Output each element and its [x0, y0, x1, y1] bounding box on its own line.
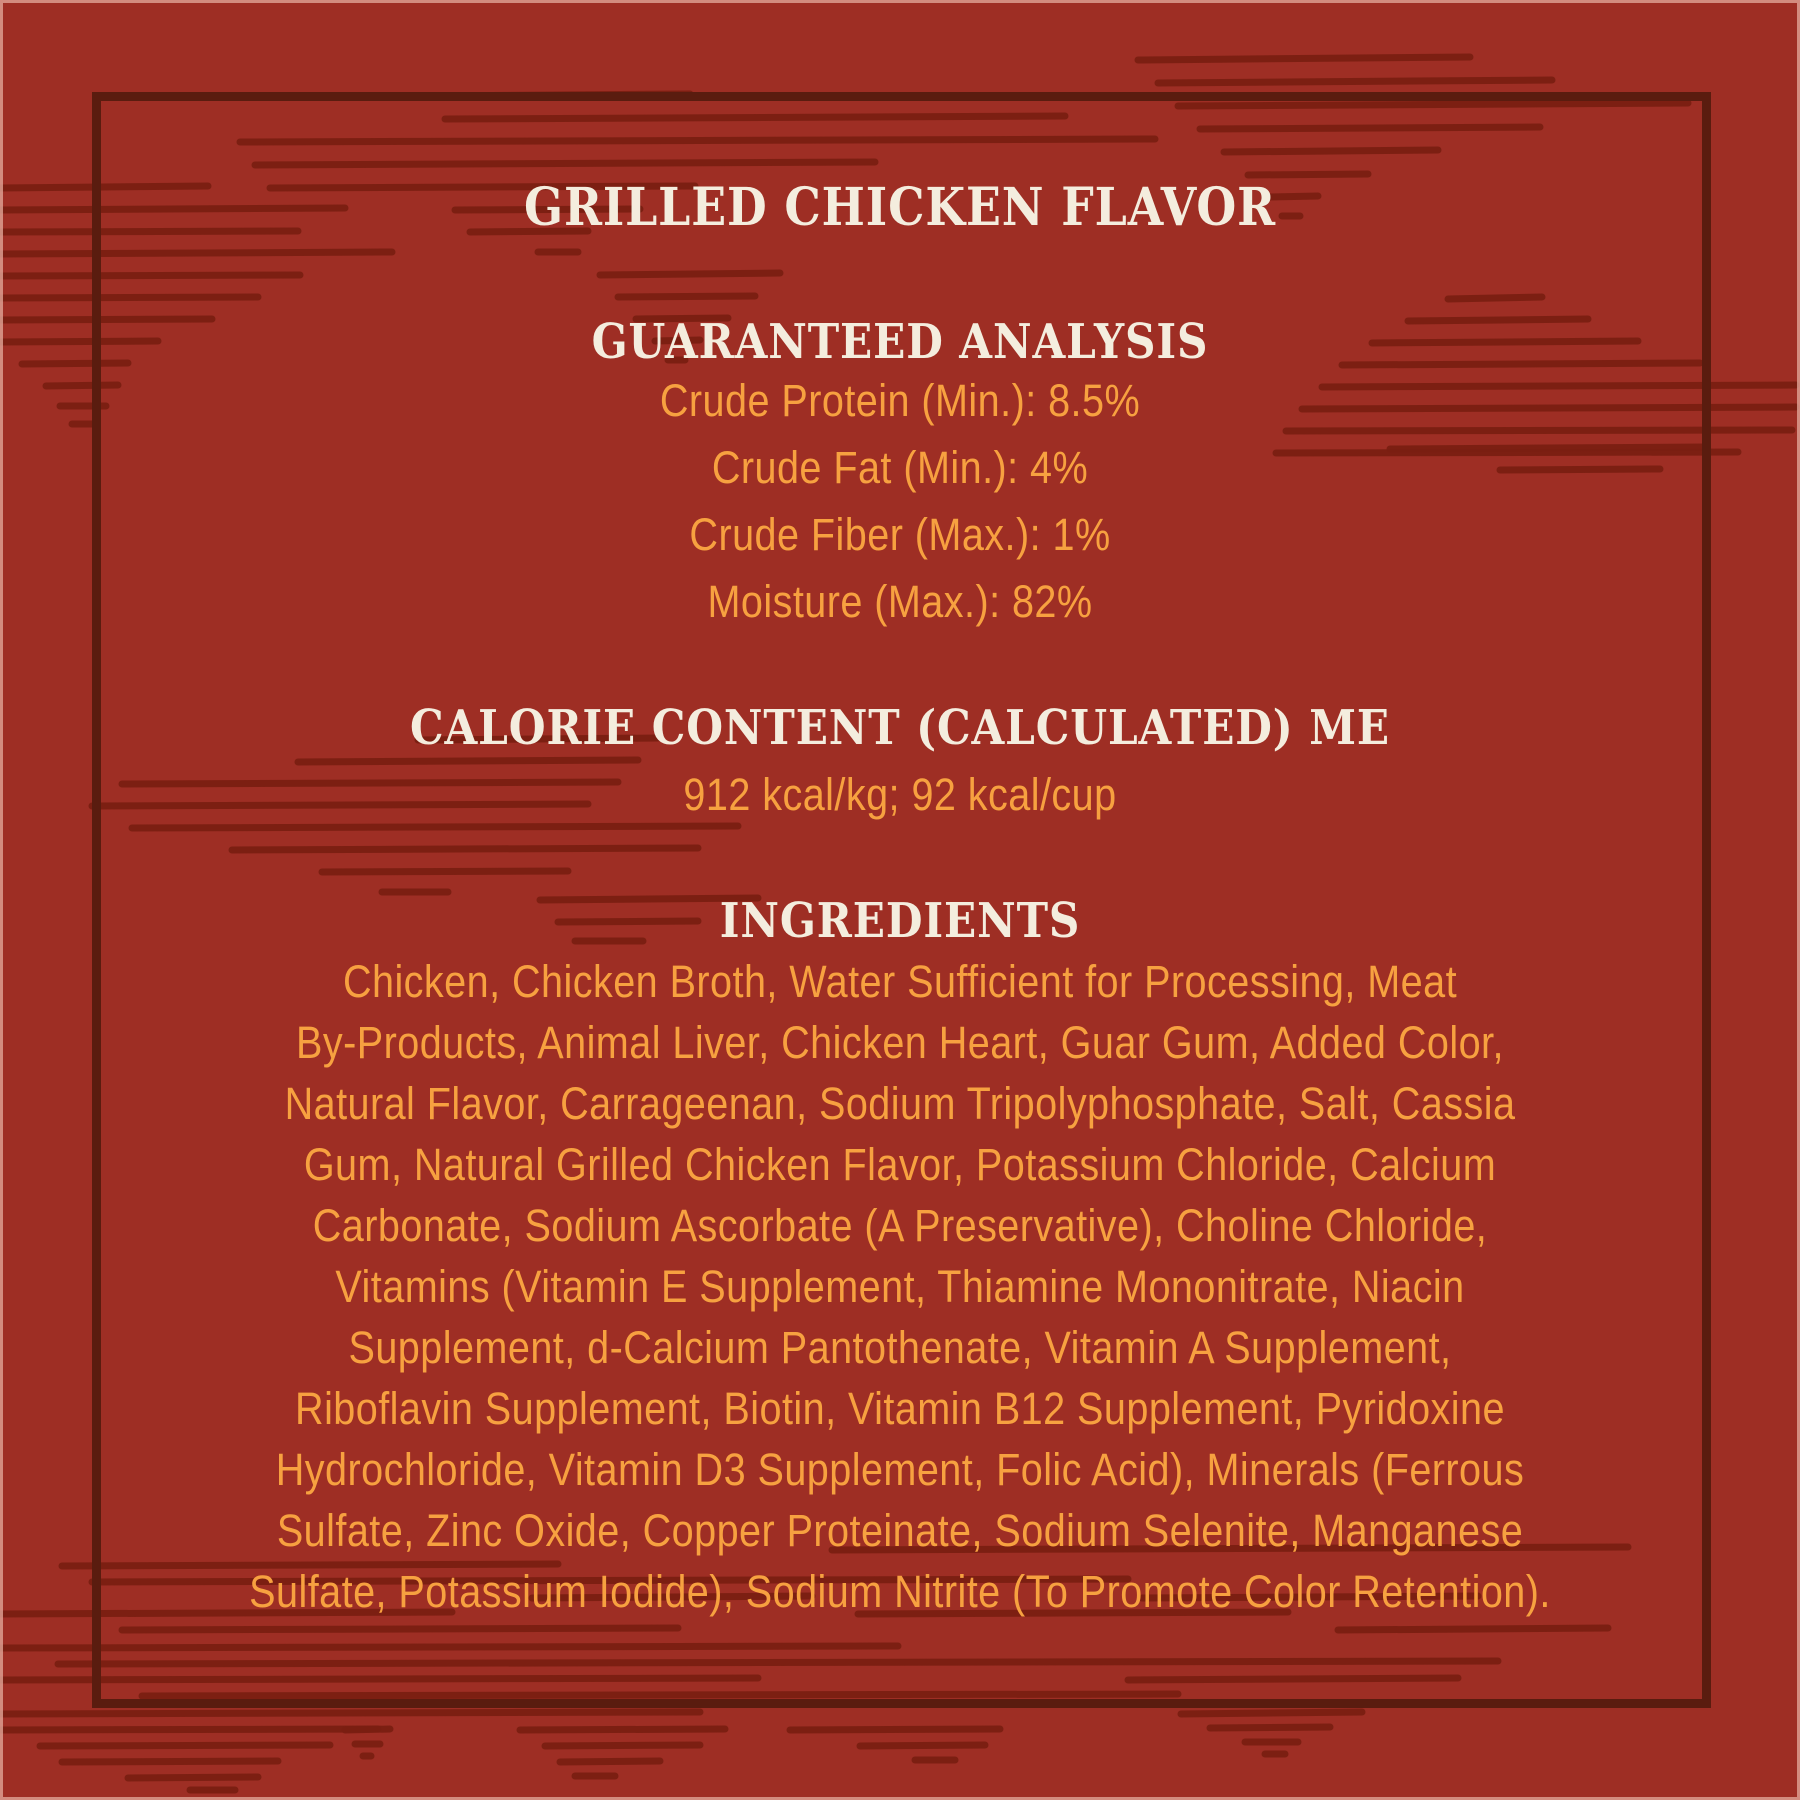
- calorie-content-value: [108, 762, 1692, 828]
- ingredients-line: By-Products, Animal Liver, Chicken Heart, Guar Gum, Added Color,: [296, 1017, 1504, 1068]
- analysis-row-crude-protein: Crude Protein (Min.): 8.5%: [659, 375, 1141, 426]
- ingredients-line: Vitamins (Vitamin E Supplement, Thiamine Mononitrate, Niacin: [335, 1261, 1465, 1312]
- ingredients-line: Sulfate, Potassium Iodide), Sodium Nitrite (To Promote Color Retention).: [249, 1566, 1551, 1617]
- ingredients-line: Supplement, d-Calcium Pantothenate, Vitamin A Supplement,: [348, 1322, 1452, 1373]
- ingredients-line: Gum, Natural Grilled Chicken Flavor, Potassium Chloride, Calcium: [303, 1139, 1497, 1190]
- analysis-row-crude-fat: Crude Fat (Min.): 4%: [711, 442, 1089, 493]
- ingredients-line: Carbonate, Sodium Ascorbate (A Preservative), Choline Chloride,: [312, 1200, 1488, 1251]
- guaranteed-analysis-heading: GUARANTEED ANALYSIS: [591, 314, 1209, 370]
- flavor-title: GRILLED CHICKEN FLAVOR: [523, 177, 1277, 238]
- ingredients-line: Sulfate, Zinc Oxide, Copper Proteinate, Sodium Selenite, Manganese: [276, 1505, 1524, 1556]
- guaranteed-analysis-rows: [108, 367, 1692, 635]
- analysis-row-crude-fiber: Crude Fiber (Max.): 1%: [689, 509, 1111, 560]
- analysis-row-moisture: Moisture (Max.): 82%: [707, 576, 1093, 627]
- ingredients-line: Natural Flavor, Carrageenan, Sodium Tripolyphosphate, Salt, Cassia: [284, 1078, 1516, 1129]
- ingredients-line: Chicken, Chicken Broth, Water Sufficient for Processing, Meat: [342, 956, 1458, 1007]
- ingredients-line: Hydrochloride, Vitamin D3 Supplement, Folic Acid), Minerals (Ferrous: [275, 1444, 1525, 1495]
- ingredients-list: [108, 951, 1692, 1622]
- ingredients-line: Riboflavin Supplement, Biotin, Vitamin B12 Supplement, Pyridoxine: [295, 1383, 1505, 1434]
- ingredients-heading: INGREDIENTS: [719, 893, 1081, 949]
- calorie-content-heading: CALORIE CONTENT (CALCULATED) ME: [410, 700, 1390, 756]
- calorie-value-row: 912 kcal/kg; 92 kcal/cup: [683, 769, 1117, 820]
